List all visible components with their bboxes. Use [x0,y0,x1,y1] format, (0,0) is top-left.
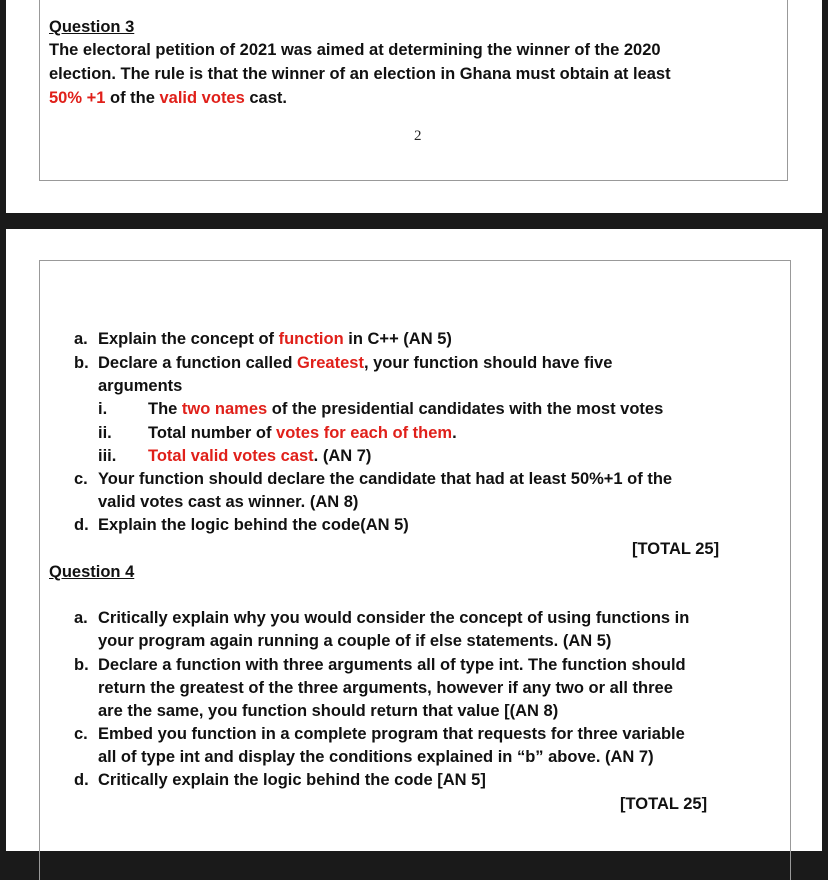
q4-item-b [74,653,686,677]
q3-item-b-i [98,397,663,421]
item-label: d. [74,771,89,789]
q4-item-c [74,722,685,746]
question4-heading: Question 4 [49,563,135,581]
q4-item-c-cont: all of type int and display the conditions explained in “b” above. (AN 7) [98,748,654,766]
q3-item-a [74,327,452,351]
item-label: i. [98,400,108,418]
item-text: Explain the logic behind the code(AN 5) [98,516,409,534]
question3-line2: election. The rule is that the winner of an election in Ghana must obtain at least [49,65,671,83]
page-number: 2 [414,128,422,144]
item-text: Critically explain the logic behind the code [AN 5] [98,771,486,789]
item-text: Embed you function in a complete program that requests for three variable [98,725,685,743]
item-label: b. [74,354,89,372]
greatest-keyword: Greatest [296,354,364,372]
item-text: The [148,400,182,418]
two-names-keyword: two names [181,400,268,418]
item-text: in C++ (AN 5) [343,330,452,348]
q4-total: [TOTAL 25] [620,795,708,813]
item-text: . (AN 7) [313,447,372,465]
q3-item-d [74,513,409,537]
q3-item-c [74,467,672,491]
function-keyword: function [278,330,344,348]
majority-rule-text: 50% +1 [49,89,106,107]
item-label: b. [74,656,89,674]
q4-item-a-cont: your program again running a couple of if else statements. (AN 5) [98,632,612,650]
line3-end: cast. [244,89,287,107]
q3-item-b-cont: arguments [98,377,183,395]
q4-item-b-cont2: are the same, you function should return that value [(AN 8) [98,702,559,720]
question3-heading: Question 3 [49,18,135,36]
item-label: c. [74,725,88,743]
item-text: Total number of [148,424,277,442]
question3-line3 [49,86,287,110]
q3-total: [TOTAL 25] [632,540,720,558]
line3-mid: of the [105,89,160,107]
q3-item-b-ii [98,421,457,445]
item-text: Explain the concept of [98,330,279,348]
valid-votes-text: valid votes [159,89,245,107]
q3-item-b-iii [98,444,371,468]
item-text: Declare a function called [98,354,297,372]
item-label: a. [74,330,88,348]
item-text: Critically explain why you would consider the concept of using functions in [98,609,690,627]
q4-item-b-cont1: return the greatest of the three arguments, however if any two or all three [98,679,673,697]
item-text: of the presidential candidates with the most votes [267,400,664,418]
item-label: ii. [98,424,112,442]
total-valid-keyword: Total valid votes cast [148,447,314,465]
question3-line1: The electoral petition of 2021 was aimed at determining the winner of the 2020 [49,41,661,59]
item-text: , your function should have five [363,354,613,372]
item-label: d. [74,516,89,534]
votes-each-keyword: votes for each of them [276,424,453,442]
q4-item-d [74,768,486,792]
q4-item-a [74,606,689,630]
q3-item-c-cont: valid votes cast as winner. (AN 8) [98,493,359,511]
q3-item-b [74,351,612,375]
item-text: Declare a function with three arguments all of type int. The function should [98,656,686,674]
item-text: . [452,424,457,442]
item-label: iii. [98,447,117,465]
item-text: Your function should declare the candidate that had at least 50%+1 of the [98,470,673,488]
item-label: c. [74,470,88,488]
item-label: a. [74,609,88,627]
